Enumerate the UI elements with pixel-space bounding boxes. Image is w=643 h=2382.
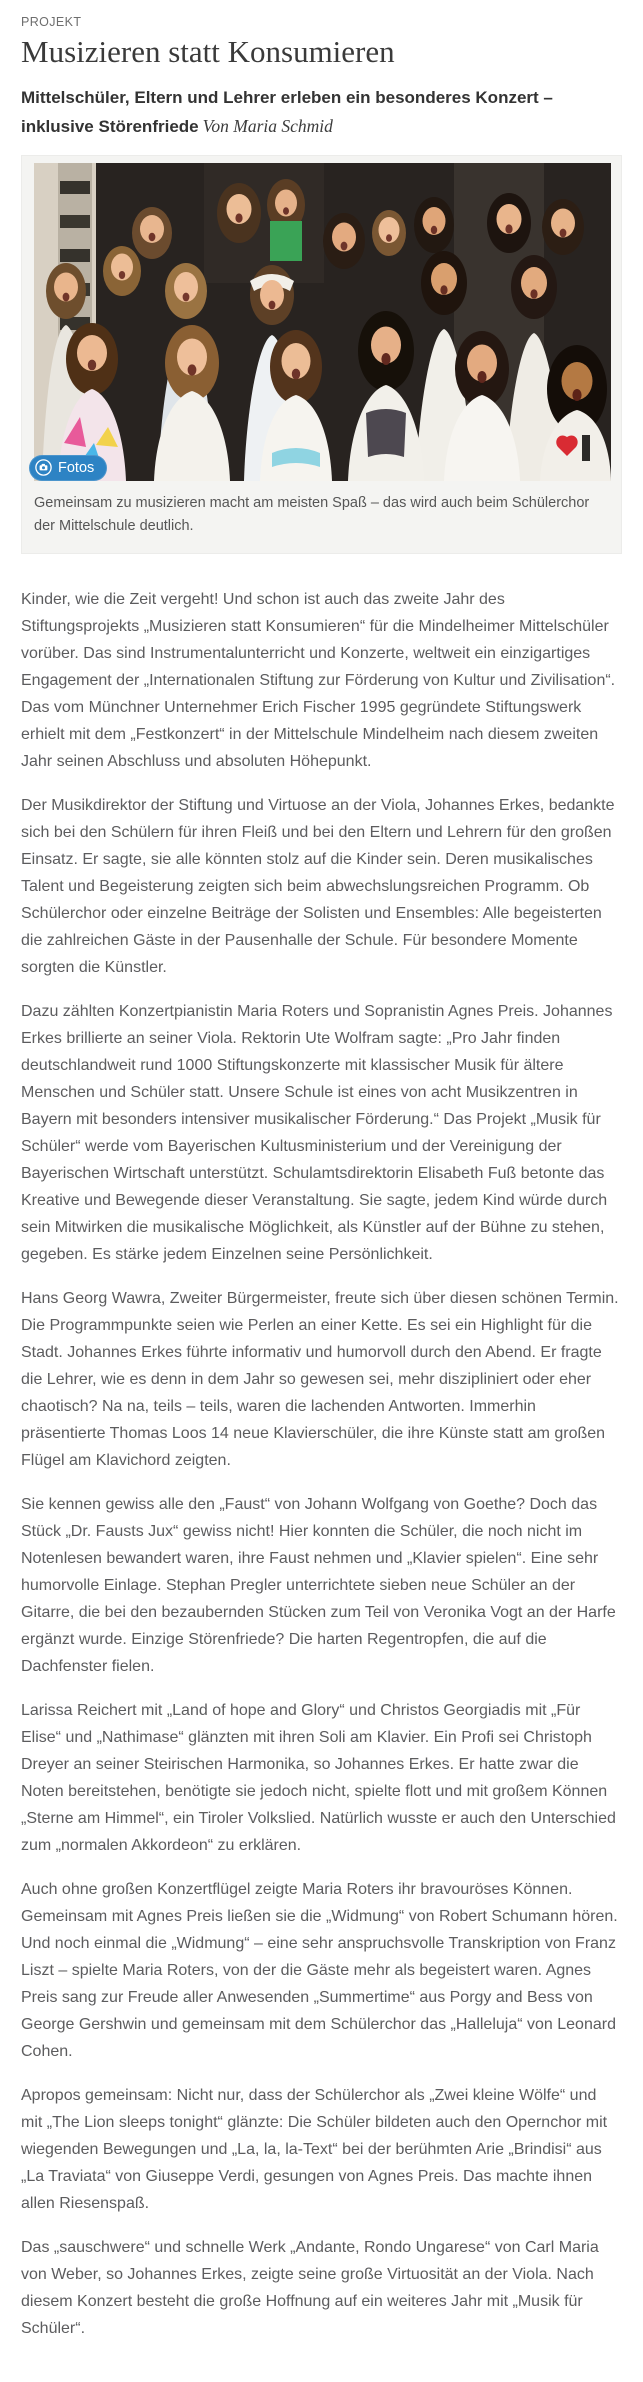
kicker: PROJEKT (21, 15, 82, 29)
article-paragraph: Larissa Reichert mit „Land of hope and Glory“ und Christos Georgiadis mit „Für Elise“ und „Nathimase“ glänzten mit ihren Soli am Klavier. Ein Profi sei Christoph Dreyer an seiner Steirischen Harmonika, so Johannes Erkes. Er hatte zwar die Noten bereitstehen, benötigte sie jedoch nicht, spielte flott und mit großem Können „Sterne am Himmel“, ein Tiroler Volkslied. Natürlich wusste er auch den Unterschied zum „normalen Akkordeon“ zu erklären. (21, 1701, 616, 1854)
photo-figure (21, 155, 622, 554)
byline: Von Maria Schmid (202, 115, 333, 136)
article-paragraph: Apropos gemeinsam: Nicht nur, dass der Schülerchor als „Zwei kleine Wölfe“ und mit „The Lion sleeps tonight“ glänzte: Die Schüler bildeten auch den Opernchor mit wiegenden Bewegungen und „La, la, la-Text“ bei der berühmten Arie „Brindisi“ aus „La Traviata“ von Giuseppe Verdi, gesungen von Agnes Preis. Das machte ihnen allen Riesenspaß. (21, 2086, 608, 2212)
fotos-badge-label: Fotos (58, 459, 95, 476)
fotos-badge[interactable] (29, 455, 107, 481)
choir-photo-illustration (34, 163, 611, 481)
article-paragraph: Auch ohne großen Konzertflügel zeigte Maria Roters ihr bravouröses Können. Gemeinsam mit Agnes Preis ließen sie die „Widmung“ von Robert Schumann hören. Und noch einmal die „Widmung“ – eine sehr anspruchsvolle Transkription von Franz Liszt – spielte Maria Roters, von der die Gäste mehr als begeistert waren. Agnes Preis sang zur Freude aller Anwesenden „Summertime“ aus Porgy and Bess von George Gershwin und gemeinsam mit dem Schülerchor das „Halleluja“ von Leonard Cohen. (21, 1880, 618, 2060)
article-photo[interactable] (34, 163, 611, 481)
page-title: Musizieren statt Konsumieren (21, 34, 395, 69)
article-paragraph: Sie kennen gewiss alle den „Faust“ von Johann Wolfgang von Goethe? Doch das Stück „Dr. Fausts Jux“ gewiss nicht! Hier konnten die Schüler, die noch nicht im Notenlesen bewandert waren, ihre Faust nehmen und „Klavier spielen“. Eine sehr humorvolle Einlage. Stephan Pregler unterrichtete sieben neue Schüler an der Gitarre, die bei den bezaubernden Stücken zum Teil von Veronika Vogt an der Harfe ergänzt wurde. Einzige Störenfriede? Die harten Regentropfen, die auf die Dachfenster fielen. (21, 1495, 616, 1675)
article-paragraph: Kinder, wie die Zeit vergeht! Und schon ist auch das zweite Jahr des Stiftungsprojekts „Musizieren statt Konsumieren“ für die Mindelheimer Mittelschüler vorüber. Das sind Instrumentalunterricht und Konzerte, weltweit ein einzigartiges Engagement der „Internationalen Stiftung zur Förderung von Kultur und Zivilisation“. Das vom Münchner Unternehmer Erich Fischer 1995 gegründete Stiftungswerk erhielt mit dem „Festkonzert“ in der Mittelschule Mindelheim nach diesem zweiten Jahr seinen Abschluss und absoluten Höhepunkt. (21, 590, 616, 770)
camera-icon (35, 459, 52, 476)
article-paragraph: Das „sauschwere“ und schnelle Werk „Andante, Rondo Ungarese“ von Carl Maria von Weber, so Johannes Erkes, zeigte seine große Virtuosität an der Viola. Nach diesem Konzert besteht die große Hoffnung auf ein weiteres Jahr mit „Musik für Schüler“. (21, 2238, 599, 2337)
photo-caption: Gemeinsam zu musizieren macht am meisten Spaß – das wird auch beim Schülerchor der Mittelschule deutlich. (34, 494, 590, 535)
article-paragraph: Dazu zählten Konzertpianistin Maria Roters und Sopranistin Agnes Preis. Johannes Erkes brillierte an seiner Viola. Rektorin Ute Wolfram sagte: „Pro Jahr finden deutschlandweit rund 1000 Stiftungskonzerte mit klassischer Musik für ältere Menschen und Schüler statt. Unsere Schule ist eines von acht Musikzentren in Bayern mit besonders intensiver musikalischer Förderung.“ Das Projekt „Musik für Schüler“ werde vom Bayerischen Kultusministerium und der Vereinigung der Bayerischen Wirtschaft unterstützt. Schulamtsdirektorin Elisabeth Fuß betonte das Kreative und Bewegende dieser Veranstaltung. Sie sagte, jedem Kind würde durch sein Mitwirken die musikalische Möglichkeit, als Künstler auf der Bühne zu stehen, gegeben. Es stärke jedem Einzelnen seine Persönlichkeit. (21, 1002, 613, 1263)
article-paragraph: Hans Georg Wawra, Zweiter Bürgermeister, freute sich über diesen schönen Termin. Die Programmpunkte seien wie Perlen an einer Kette. Es sei ein Highlight für die Stadt. Johannes Erkes führte informativ und humorvoll durch den Abend. Er fragte die Lehrer, wie es denn in dem Jahr so gewesen sei, mehr diszipliniert oder eher chaotisch? Na na, teils – teils, waren die lachenden Antworten. Immerhin präsentierte Thomas Loos 14 neue Klavierschüler, die ihre Künste statt am großen Flügel am Klavichord zeigten. (21, 1289, 619, 1469)
subheadline-text: Mittelschüler, Eltern und Lehrer erleben ein besonderes Konzert – inklusive Störenfriede (21, 87, 553, 136)
article-paragraph: Der Musikdirektor der Stiftung und Virtuose an der Viola, Johannes Erkes, bedankte sich bei den Schülern für ihren Fleiß und bei den Eltern und Lehrern für den großen Einsatz. Er sagte, sie alle könnten stolz auf die Kinder sein. Deren musikalisches Talent und Begeisterung zeigten sich beim abwechslungsreichen Programm. Ob Schülerchor oder einzelne Beiträge der Solisten und Ensembles: Alle begeisterten die zahlreichen Gäste in der Pausenhalle der Schule. Für besondere Momente sorgten die Künstler. (21, 796, 615, 976)
subheadline (21, 84, 622, 141)
article-body (21, 586, 619, 2342)
